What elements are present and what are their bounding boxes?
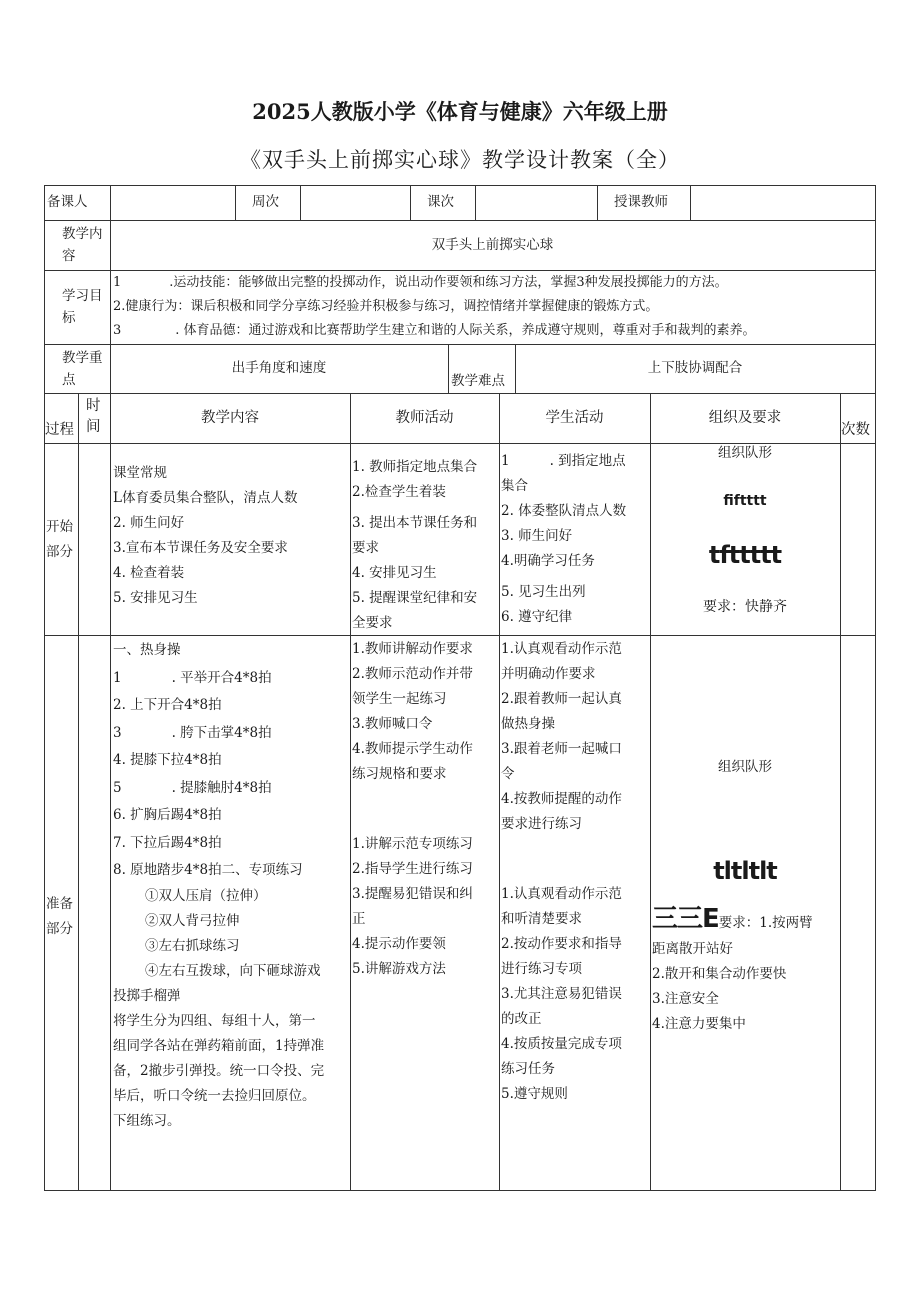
- list-item: 8. 原地踏步4*8拍二、专项练习: [113, 862, 303, 878]
- list-item: 毕后，听口令统一去捡归回原位。: [113, 1088, 316, 1104]
- col-count: 次数: [841, 422, 870, 438]
- list-item: L体育委员集合整队，清点人数: [113, 490, 298, 506]
- lesson-label: 课次: [427, 194, 454, 210]
- difficulty-value: 上下肢协调配合: [647, 360, 743, 376]
- start-org-title: 组织队形: [718, 445, 772, 461]
- start-teacher-list: [352, 455, 477, 636]
- col-teacher: 教师活动: [395, 410, 454, 426]
- list-item: 进行练习专项: [501, 961, 582, 977]
- list-item: 令: [501, 766, 515, 782]
- content-value: 双手头上前掷实心球: [431, 237, 554, 253]
- list-item: 3. 提出本节课任务和: [352, 515, 478, 531]
- prep-formation-figure: tltltlt: [713, 857, 777, 885]
- goals-list: 1 .运动技能：能够做出完整的投掷动作，说出动作要领和练习方法，掌握3种发展投掷能力的方法。 2.健康行为：课后积极和同学分享练习经验并积极参与练习，调控情绪并掌握健康的锻炼方式。 3 . 体育品德：通过游戏和比赛帮助学生建立和谐的人际关系，养成遵守规则，尊重对手和裁判的素养。: [113, 275, 756, 338]
- preparer-label: 备课人: [47, 194, 88, 210]
- list-item: ③左右抓球练习: [145, 938, 240, 954]
- list-item: 2.教师示范动作并带: [352, 666, 473, 682]
- list-item: 1 . 平举开合4*8拍: [113, 669, 272, 686]
- prep-content-list: [113, 637, 303, 885]
- list-item: 课堂常规: [113, 465, 167, 481]
- list-item: 正: [352, 911, 366, 927]
- list-item: 3.跟着老师一起喊口: [501, 741, 622, 757]
- list-item: 一、热身操: [113, 642, 181, 658]
- list-item: 2. 师生问好: [113, 515, 185, 531]
- list-item: 1.教师讲解动作要求: [352, 641, 473, 657]
- list-item: 5. 安排见习生: [113, 590, 198, 606]
- list-item: 2.检查学生着装: [352, 484, 446, 500]
- list-item: 3.注意安全: [652, 991, 719, 1007]
- goals-row-label: 学习目 标: [62, 288, 103, 326]
- list-item: 1.认真观看动作示范: [501, 641, 622, 657]
- list-item: 5.遵守规则: [501, 1086, 568, 1102]
- content-row-label: 教学内 容: [62, 226, 103, 264]
- start-formation-figure: fiftttt: [723, 493, 767, 509]
- list-item: 领学生一起练习: [352, 691, 447, 707]
- list-item: 1.认真观看动作示范: [501, 886, 622, 902]
- list-item: 组同学各站在弹药箱前面，1持弹准: [113, 1038, 325, 1054]
- list-item: 3.提醒易犯错误和纠: [352, 886, 473, 902]
- list-item: 4.提示动作要领: [352, 936, 446, 952]
- list-item: 2. 上下开合4*8拍: [113, 697, 222, 713]
- list-item: 备，2撤步引弹投。统一口令投、完: [113, 1063, 325, 1079]
- prep-student-list-2: [501, 882, 622, 1107]
- key-value: 出手角度和速度: [231, 360, 327, 376]
- list-item: 2. 体委整队清点人数: [501, 503, 627, 519]
- key-row-label: 教学重 点: [62, 350, 103, 388]
- list-item: 4.按教师提醒的动作: [501, 791, 622, 807]
- list-item: 5.讲解游戏方法: [352, 961, 446, 977]
- list-item: 6. 扩胸后踢4*8拍: [113, 807, 222, 823]
- list-item: 将学生分为四组、每组十人，第一: [113, 1013, 316, 1029]
- list-item: 1 . 到指定地点: [501, 453, 626, 469]
- list-item: 4.教师提示学生动作: [352, 741, 473, 757]
- list-item: 6. 遵守纪律: [501, 609, 573, 625]
- start-section-label: 开始 部分: [46, 519, 73, 560]
- prep-org-requirement-head: 三三E要求：1.按两臂: [652, 904, 813, 934]
- prep-org-title: 组织队形: [718, 759, 772, 775]
- col-content: 教学内容: [201, 410, 259, 426]
- prep-teacher-list-1: [352, 637, 473, 787]
- list-item: 4. 提膝下拉4*8拍: [113, 752, 222, 768]
- list-item: 做热身操: [501, 716, 555, 732]
- prep-content-game: [113, 984, 324, 1134]
- list-item: 下组练习。: [113, 1113, 181, 1129]
- prep-formation-figure-2: 三三E: [652, 904, 719, 934]
- list-item: 3 . 胯下击掌4*8拍: [113, 724, 272, 741]
- list-item: 5 . 提膝触肘4*8拍: [113, 779, 272, 796]
- list-item: 4.明确学习任务: [501, 553, 595, 569]
- list-item: 3. 师生问好: [501, 528, 573, 544]
- list-item: 4. 检查着装: [113, 565, 185, 581]
- start-formation-figure-2: tfttttt: [708, 541, 782, 569]
- col-org: 组织及要求: [708, 410, 782, 426]
- list-item: 1. 教师指定地点集合: [352, 459, 478, 475]
- list-item: 4. 安排见习生: [352, 565, 437, 581]
- prep-teacher-list-2: [352, 832, 473, 982]
- page-subtitle: 《双手头上前掷实心球》教学设计教案（全）: [240, 148, 680, 172]
- list-item: 的改正: [501, 1011, 542, 1027]
- list-item: 全要求: [352, 615, 393, 631]
- list-item: 练习规格和要求: [352, 766, 447, 782]
- list-item: 要求进行练习: [501, 816, 582, 832]
- list-item: 并明确动作要求: [501, 666, 596, 682]
- list-item: 3.尤其注意易犯错误: [501, 986, 622, 1002]
- start-org-requirement: 要求：快静齐: [703, 599, 787, 615]
- list-item: ②双人背弓拉伸: [145, 913, 240, 929]
- list-item: 5. 见习生出列: [501, 584, 586, 600]
- teacher-label: 授课教师: [614, 194, 668, 210]
- list-item: 4.注意力要集中: [652, 1016, 746, 1032]
- list-item: 5. 提醒课堂纪律和安: [352, 590, 478, 606]
- difficulty-label: 教学难点: [451, 373, 505, 389]
- list-item: 要求: [352, 540, 379, 556]
- list-item: ④左右互拨球，向下砸球游戏: [145, 963, 321, 979]
- list-item: 投掷手榴弹: [113, 988, 181, 1004]
- prep-section-label: 准备 部分: [46, 896, 73, 937]
- col-process: 过程: [45, 422, 74, 438]
- col-time: 时 间: [86, 398, 101, 435]
- list-item: 4.按质按量完成专项: [501, 1036, 622, 1052]
- list-item: 3.教师喊口令: [352, 716, 433, 732]
- list-item: 2.按动作要求和指导: [501, 936, 622, 952]
- prep-org-requirements: [652, 937, 786, 1037]
- list-item: 和听清楚要求: [501, 911, 582, 927]
- list-item: 7. 下拉后踢4*8拍: [113, 834, 222, 851]
- page-title: 2025人教版小学《体育与健康》六年级上册: [252, 99, 668, 124]
- list-item: 3.宣布本节课任务及安全要求: [113, 540, 288, 556]
- list-item: 1.讲解示范专项练习: [352, 836, 473, 852]
- prep-content-special: [145, 884, 321, 984]
- list-item: 距离散开站好: [652, 941, 733, 957]
- list-item: 2.指导学生进行练习: [352, 861, 473, 877]
- start-content-list: [113, 461, 297, 611]
- list-item: 2.散开和集合动作要快: [652, 966, 787, 982]
- week-label: 周次: [252, 194, 279, 210]
- col-student: 学生活动: [545, 410, 604, 426]
- prep-student-list-1: [501, 637, 622, 837]
- start-student-list: [501, 449, 626, 630]
- list-item: 集合: [501, 478, 528, 494]
- list-item: ①双人压肩（拉伸）: [145, 888, 267, 904]
- list-item: 练习任务: [501, 1061, 555, 1077]
- list-item: 2.跟着教师一起认真: [501, 691, 622, 707]
